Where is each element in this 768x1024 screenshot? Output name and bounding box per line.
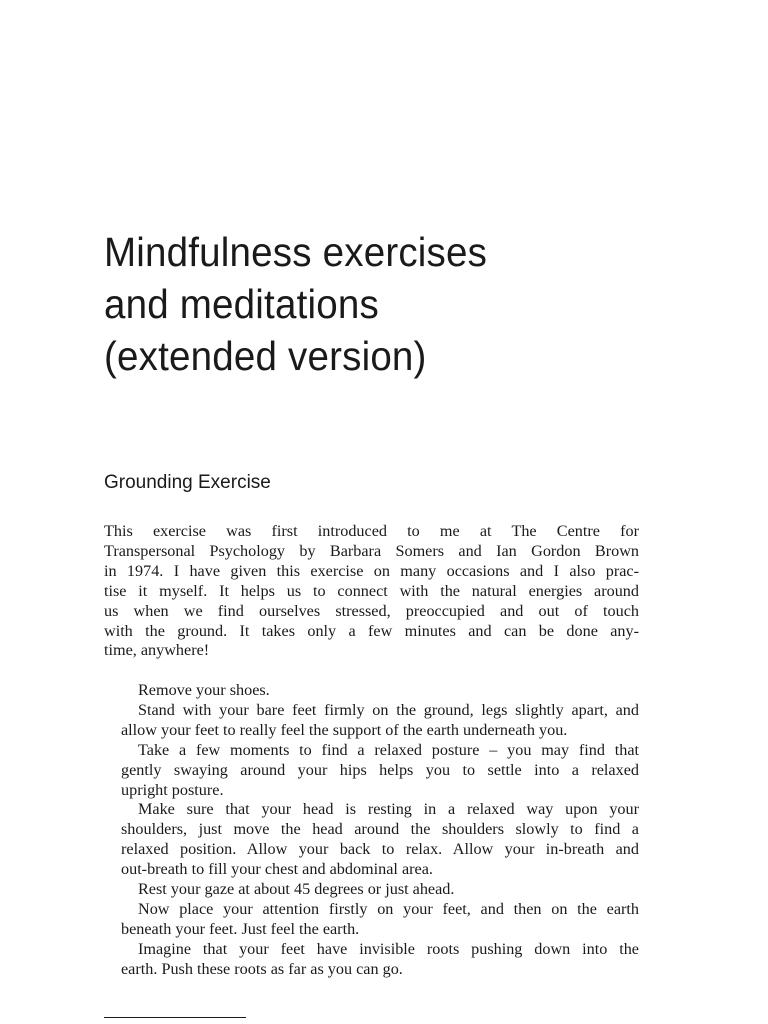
chapter-title [104, 226, 593, 382]
intro-line: us when we find ourselves stressed, preoccupied and out of touch [104, 601, 639, 620]
section-heading: Grounding Exercise [104, 472, 271, 493]
intro-line: time, anywhere! [104, 641, 210, 660]
step-paragraph [104, 940, 639, 980]
step-paragraph [104, 701, 639, 741]
step-line: out-breath to fill your chest and abdominal area. [121, 860, 433, 879]
intro-line: tise it myself. It helps us to connect with the natural energies around [104, 581, 639, 600]
intro-line: in 1974. I have given this exercise on many occasions and I also prac- [104, 561, 639, 580]
step-line: Make sure that your head is resting in a relaxed way upon your [138, 800, 639, 819]
step-line: earth. Push these roots as far as you can go. [121, 959, 403, 978]
chapter-title-line-3: (extended version) [104, 333, 427, 379]
footnote-divider [104, 1017, 246, 1018]
intro-paragraph [104, 522, 639, 661]
intro-line: Transpersonal Psychology by Barbara Somers and Ian Gordon Brown [104, 541, 639, 560]
intro-line: with the ground. It takes only a few minutes and can be done any- [104, 621, 639, 640]
step-line: upright posture. [121, 780, 224, 799]
step-line: Imagine that your feet have invisible roots pushing down into the [138, 939, 639, 958]
chapter-title-line-2: and meditations [104, 281, 379, 327]
exercise-steps [104, 681, 639, 980]
step-line: Rest your gaze at about 45 degrees or just ahead. [138, 880, 455, 899]
step-paragraph [104, 880, 639, 900]
step-paragraph [104, 741, 639, 801]
intro-line: This exercise was first introduced to me at The Centre for [104, 522, 639, 540]
step-line: shoulders, just move the head around the shoulders slowly to find a [121, 820, 639, 839]
step-line: Stand with your bare feet firmly on the ground, legs slightly apart, and [138, 700, 639, 719]
step-line: Now place your attention firstly on your feet, and then on the earth [138, 899, 639, 918]
step-line: relaxed position. Allow your back to relax. Allow your in-breath and [121, 840, 639, 859]
step-line: gently swaying around your hips helps you to settle into a relaxed [121, 760, 639, 779]
step-line: allow your feet to really feel the support of the earth underneath you. [121, 720, 568, 739]
step-line: beneath your feet. Just feel the earth. [121, 919, 360, 938]
chapter-title-line-1: Mindfulness exercises [104, 229, 488, 275]
step-line: Take a few moments to find a relaxed posture – you may find that [138, 740, 639, 759]
step-paragraph [104, 900, 639, 940]
step-paragraph [104, 800, 639, 880]
step-paragraph [104, 681, 639, 701]
step-line: Remove your shoes. [138, 681, 270, 699]
